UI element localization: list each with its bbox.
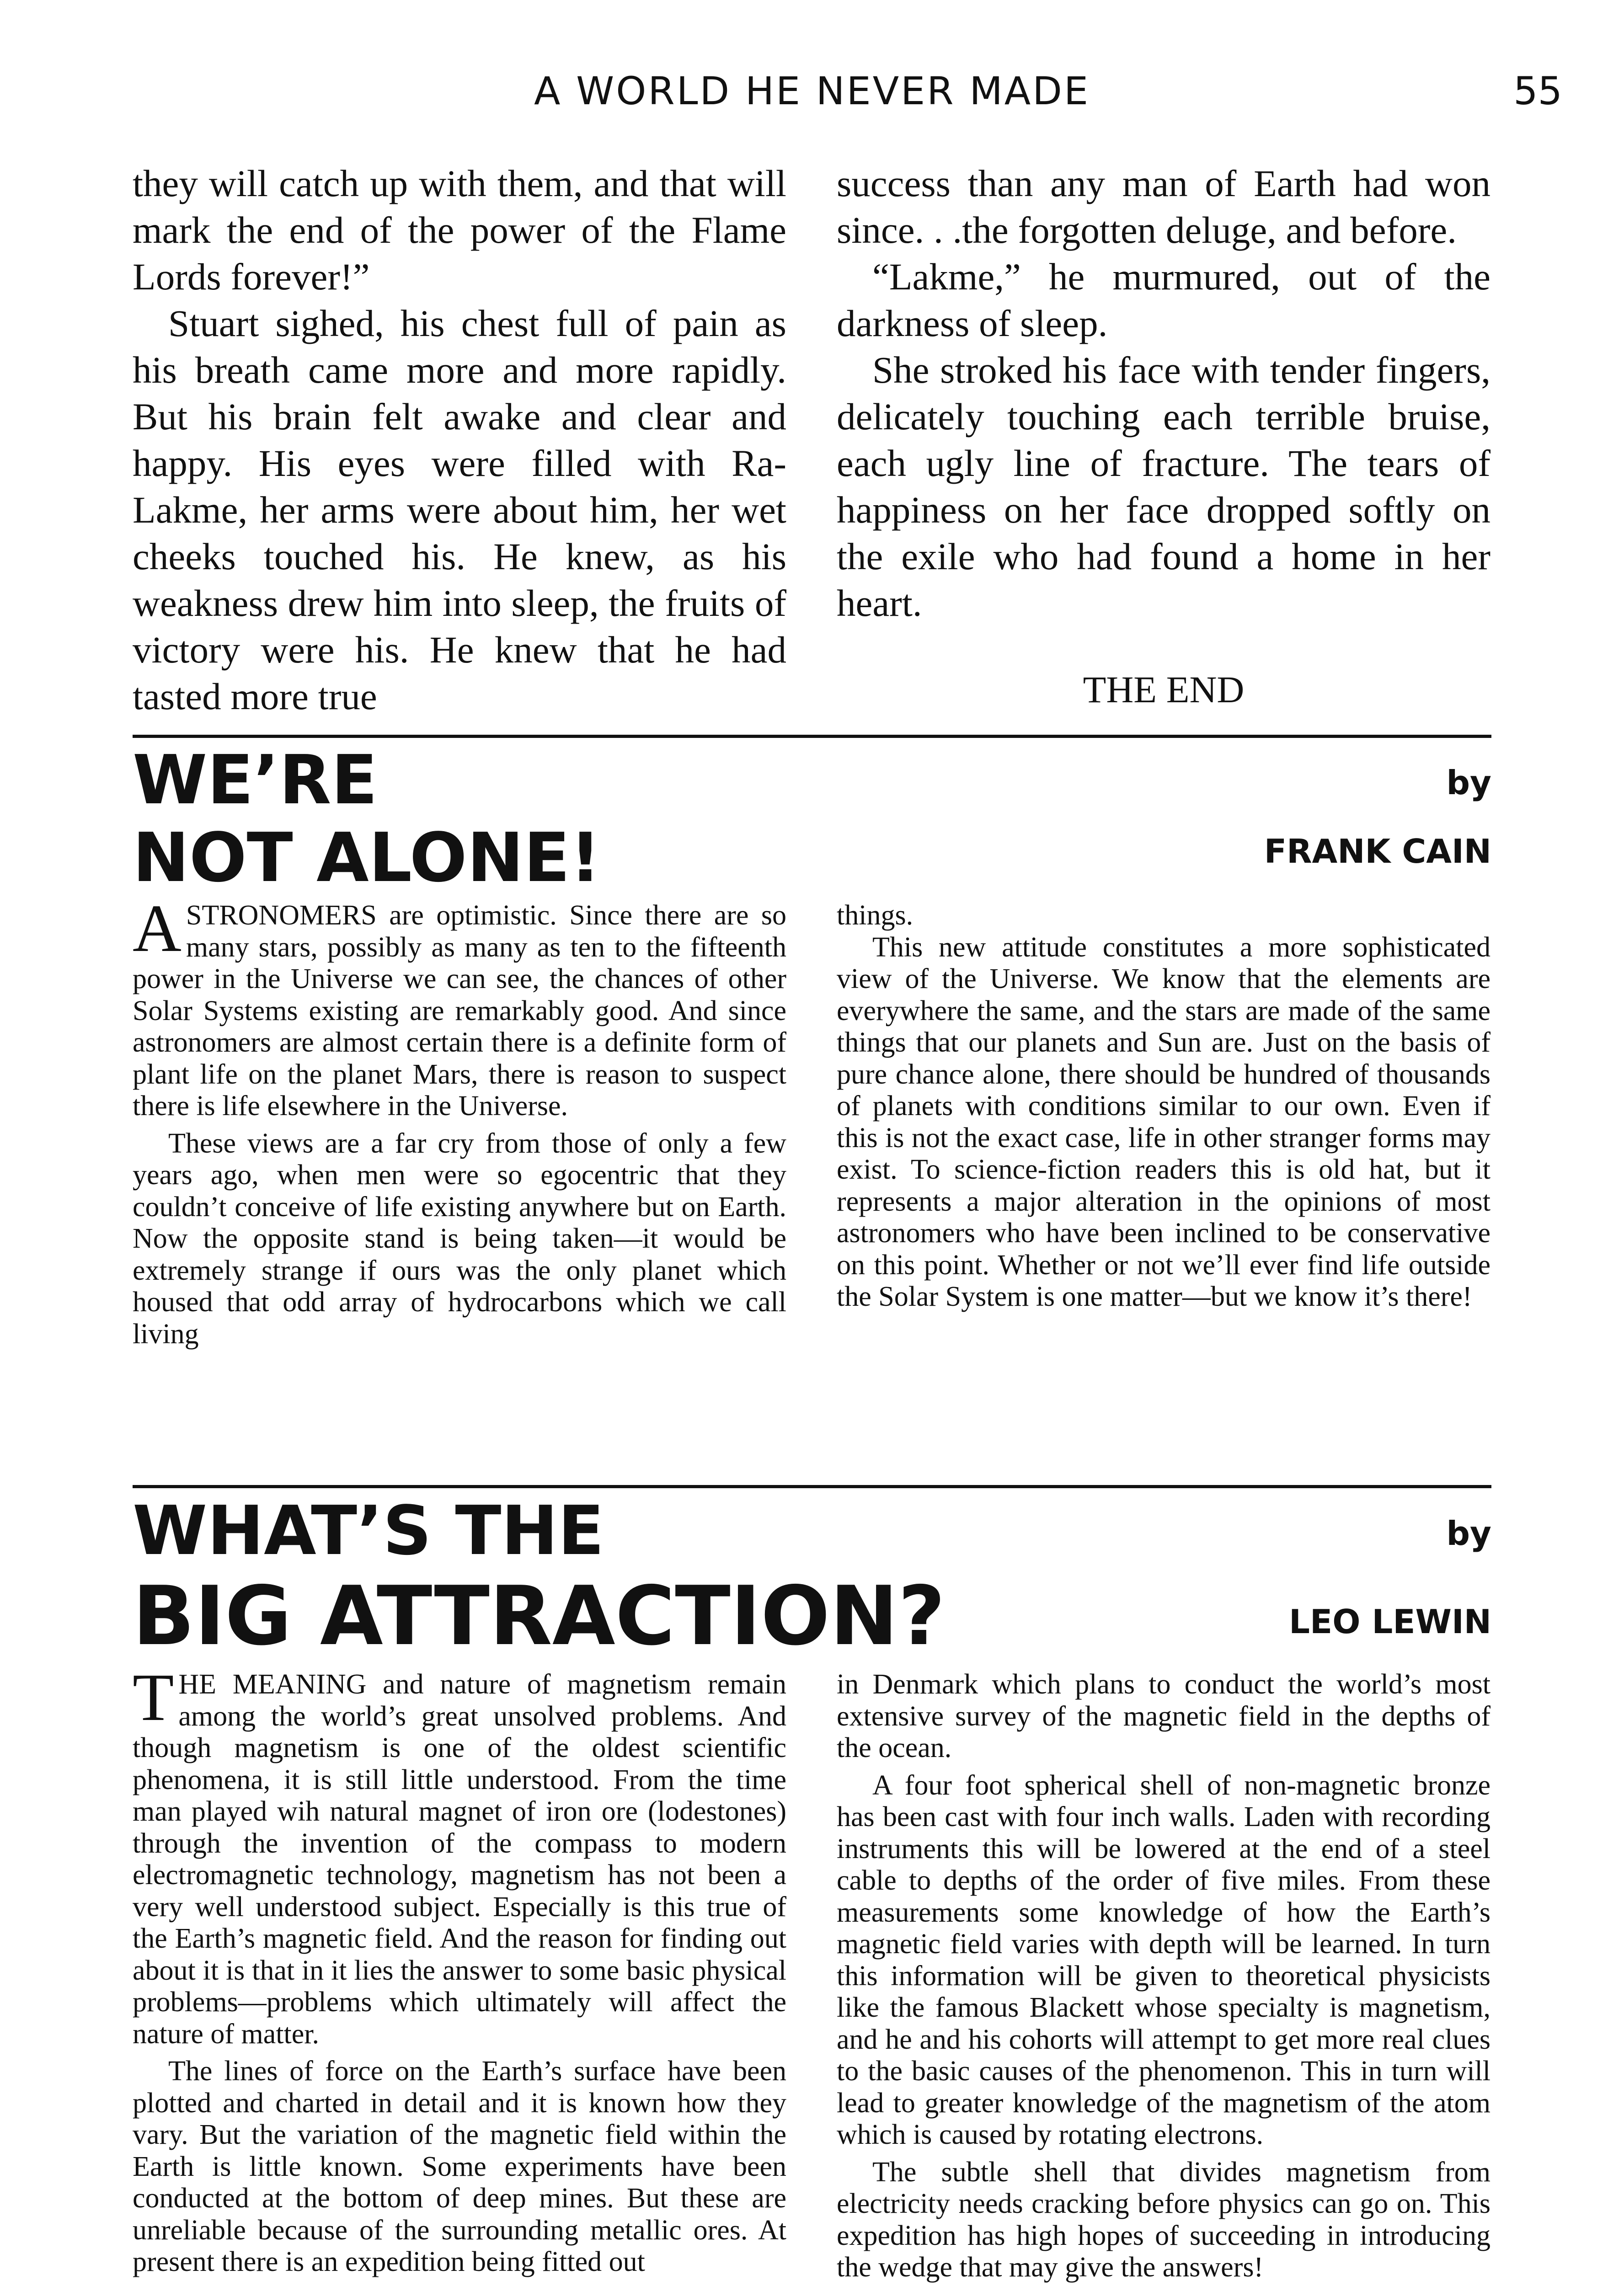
story-paragraph: they will catch up with them, and that will mark the end of the power of the Flame Lords forever!” <box>133 162 786 298</box>
article2-author: LEO LEWIN <box>1289 1602 1491 1641</box>
divider-rule <box>133 1485 1491 1488</box>
the-end-label: THE END <box>1083 668 1245 710</box>
story-paragraph: success than any man of Earth had won since. . .the forgotten deluge, and before. <box>837 162 1490 251</box>
divider-rule <box>133 735 1491 738</box>
article1-column-right <box>837 900 1490 1313</box>
article2-headline-line2: BIG ATTRACTION? <box>133 1569 946 1663</box>
article1-paragraph: These views are a far cry from those of only a few years ago, when men were so egocentric that they couldn’t conceive of life existing anywhere but on Earth. Now the opposite stand is being taken—it would be extremely strange if ours was the only planet which housed that odd array of hydrocarbons which we call living <box>133 1127 786 1350</box>
article2-paragraph: The subtle shell that divides magnetism from electricity needs cracking before physics can go on. This expedition has high hopes of succeeding in introducing the wedge that may give the answers! <box>837 2156 1490 2283</box>
article1-column-left <box>133 891 786 1350</box>
article1-author: FRANK CAIN <box>1264 832 1491 871</box>
article2-by: by <box>1446 1514 1491 1553</box>
article1-paragraph: This new attitude constitutes a more sophisticated view of the Universe. We know that the elements are everywhere the same, and the stars are made of the same things that our planets and Sun are. Just on the basis of pure chance alone, there should be hundred of thousands of planets with conditions similar to our own. Even if this is not the exact case, life in other stranger forms may exist. To science-fiction readers this is old hat, but it represents a major alteration in the opinions of most astronomers who have been inclined to be conservative on this point. Whether or not we’ll ever find life outside the Solar System is one matter—but we know it’s there! <box>837 931 1490 1312</box>
article2-paragraph: in Denmark which plans to conduct the world’s most extensive survey of the magnetic field in the depths of the ocean. <box>837 1669 1490 1763</box>
story-end-column-left <box>133 160 786 720</box>
article2-column-right <box>837 1669 1490 2284</box>
story-paragraph: Stuart sighed, his chest full of pain as his breath came more and more rapidly. But his brain felt awake and clear and happy. His eyes were filled with Ra-Lakme, her arms were about him, her wet cheeks touched his. He knew, as his weakness drew him into sleep, the fruits of victory were his. He knew that he had tasted more true <box>133 302 786 717</box>
story-paragraph: “Lakme,” he murmured, out of the darkness of sleep. <box>837 256 1490 344</box>
running-title: A WORLD HE NEVER MADE <box>534 69 1090 113</box>
article2-column-left <box>133 1660 786 2278</box>
story-paragraph: She stroked his face with tender fingers, delicately touching each terrible bruise, each ugly line of fracture. The tears of happiness on her face dropped softly on the exile who had found a home in her heart. <box>837 349 1490 624</box>
dropcap: T <box>133 1660 174 1735</box>
article2-headline-line1: WHAT’S THE <box>133 1491 604 1570</box>
article1-by: by <box>1446 764 1491 802</box>
dropcap: A <box>133 891 182 966</box>
article1-paragraph: ASTRONOMERS are optimistic. Since there are so many stars, possibly as many as ten to the fifteenth power in the Universe we can see, the chances of other Solar Systems existing are remarkably good. And since astronomers are almost certain there is a definite form of plant life on the planet Mars, there is reason to suspect there is life elsewhere in the Universe. <box>133 891 786 1122</box>
article1-headline-line1: WE’RE <box>133 741 378 819</box>
article1-paragraph: things. <box>837 900 914 931</box>
article1-headline-line2: NOT ALONE! <box>133 818 601 897</box>
article2-paragraph: THE MEANING and nature of magnetism remain among the world’s great unsolved problems. And though magnetism is one of the oldest scientific phenomena, it is still little understood. From the time man played wih natural magnet of iron ore (lodestones) through the invention of the compass to modern electromagnetic technology, magnetism has not been a very well understood subject. Especially is this true of the Earth’s magnetic field. And the reason for finding out about it is that in it lies the answer to some basic physical problems—problems which ultimately will affect the nature of matter. <box>133 1660 786 2050</box>
page-number: 55 <box>1513 69 1562 113</box>
article2-paragraph: A four foot spherical shell of non-magnetic bronze has been cast with four inch walls. Laden with recording instruments this will be lowered at the end of a steel cable to depths of the order of five miles. From these measurements some knowledge of how the Earth’s magnetic field varies with depth will be learned. In turn this information will be given to theoretical physicists like the famous Blackett whose specialty is magnetism, and he and his cohorts will attempt to get more real clues to the basic causes of the phenomenon. This in turn will lead to greater knowledge of the magnetism of the atom which is caused by rotating electrons. <box>837 1769 1490 2150</box>
story-end-column-right <box>837 160 1490 626</box>
article2-paragraph: The lines of force on the Earth’s surface have been plotted and charted in detail and it is known how they vary. But the variation of the magnetic field within the Earth is little known. Some experiments have been conducted at the bottom of deep mines. But these are unreliable because of the surrounding metallic ores. At present there is an expedition being fitted out <box>133 2056 786 2277</box>
